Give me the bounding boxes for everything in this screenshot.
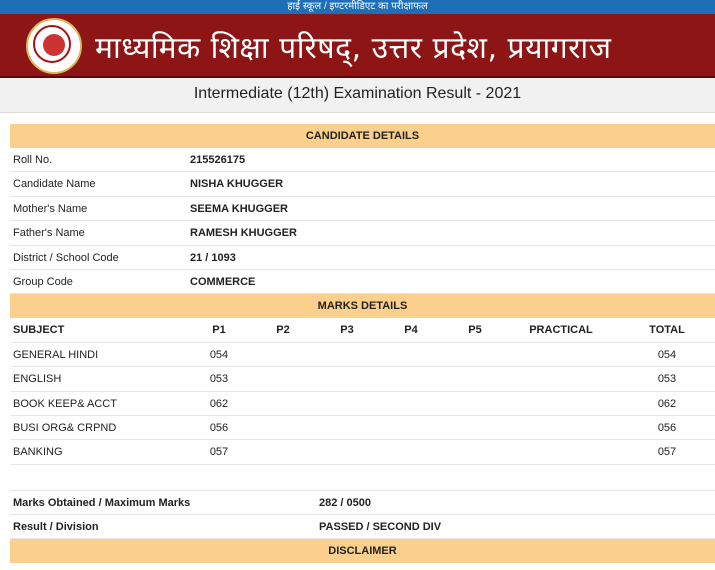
total-mark: 056	[657, 421, 677, 434]
total-mark: 054	[657, 348, 677, 361]
disclaimer-heading: DISCLAIMER	[10, 539, 715, 563]
column-header: P4	[404, 324, 418, 337]
marks-obtained-label: Marks Obtained / Maximum Marks	[13, 496, 191, 509]
detail-label: Mother's Name	[13, 202, 88, 215]
detail-label: Group Code	[13, 275, 73, 288]
column-header: P1	[212, 324, 226, 337]
detail-label: Father's Name	[13, 227, 85, 240]
p1-mark: 054	[209, 348, 229, 361]
top-strip: हाई स्कूल / इण्टरमीडिएट का परीक्षाफल	[0, 0, 715, 14]
mother-name: SEEMA KHUGGER	[190, 202, 288, 215]
p1-mark: 056	[209, 421, 229, 434]
spacer-row	[10, 465, 715, 491]
column-header: SUBJECT	[13, 324, 65, 337]
group-code: COMMERCE	[190, 275, 256, 288]
subject-name: BOOK KEEP& ACCT	[13, 397, 117, 410]
marks-table-header	[10, 318, 715, 342]
marks-details-heading: MARKS DETAILS	[10, 294, 715, 318]
table-row	[10, 416, 715, 440]
detail-label: Candidate Name	[13, 178, 96, 191]
district-school-code: 21 / 1093	[190, 251, 236, 264]
total-mark: 062	[657, 397, 677, 410]
header-banner	[0, 14, 715, 78]
detail-row	[10, 270, 715, 294]
p1-mark: 062	[209, 397, 229, 410]
subject-name: GENERAL HINDI	[13, 348, 99, 361]
marks-obtained-value: 282 / 0500	[319, 496, 371, 509]
result-division-value: PASSED / SECOND DIV	[319, 521, 442, 534]
board-title: माध्यमिक शिक्षा परिषद्, उत्तर प्रदेश, प्रयागराज	[95, 31, 612, 66]
p1-mark: 057	[209, 446, 229, 459]
roll-number: 215526175	[190, 154, 246, 166]
column-header: TOTAL	[649, 324, 685, 337]
table-row	[10, 343, 715, 367]
board-emblem-icon	[26, 18, 82, 74]
total-mark: 053	[657, 373, 677, 386]
marks-obtained-row	[10, 491, 715, 515]
table-row	[10, 392, 715, 416]
detail-row	[10, 197, 715, 221]
table-row	[10, 440, 715, 464]
column-header: P5	[468, 324, 482, 337]
father-name: RAMESH KHUGGER	[190, 227, 297, 240]
column-header: P3	[340, 324, 354, 337]
detail-label: Roll No.	[13, 154, 53, 166]
result-content	[10, 124, 715, 563]
table-row	[10, 367, 715, 391]
result-division-label: Result / Division	[13, 521, 99, 534]
detail-row	[10, 221, 715, 245]
detail-label: District / School Code	[13, 251, 119, 264]
page-title: Intermediate (12th) Examination Result - 2021	[0, 78, 715, 113]
subject-name: BUSI ORG& CRPND	[13, 421, 117, 434]
candidate-details-heading: CANDIDATE DETAILS	[10, 124, 715, 148]
result-division-row	[10, 515, 715, 539]
detail-row	[10, 148, 715, 172]
detail-row	[10, 246, 715, 270]
candidate-name: NISHA KHUGGER	[190, 178, 284, 191]
detail-row	[10, 172, 715, 196]
p1-mark: 053	[209, 373, 229, 386]
subject-name: BANKING	[13, 446, 63, 459]
column-header: P2	[276, 324, 290, 337]
total-mark: 057	[657, 446, 677, 459]
subject-name: ENGLISH	[13, 373, 62, 386]
column-header: PRACTICAL	[529, 324, 593, 337]
